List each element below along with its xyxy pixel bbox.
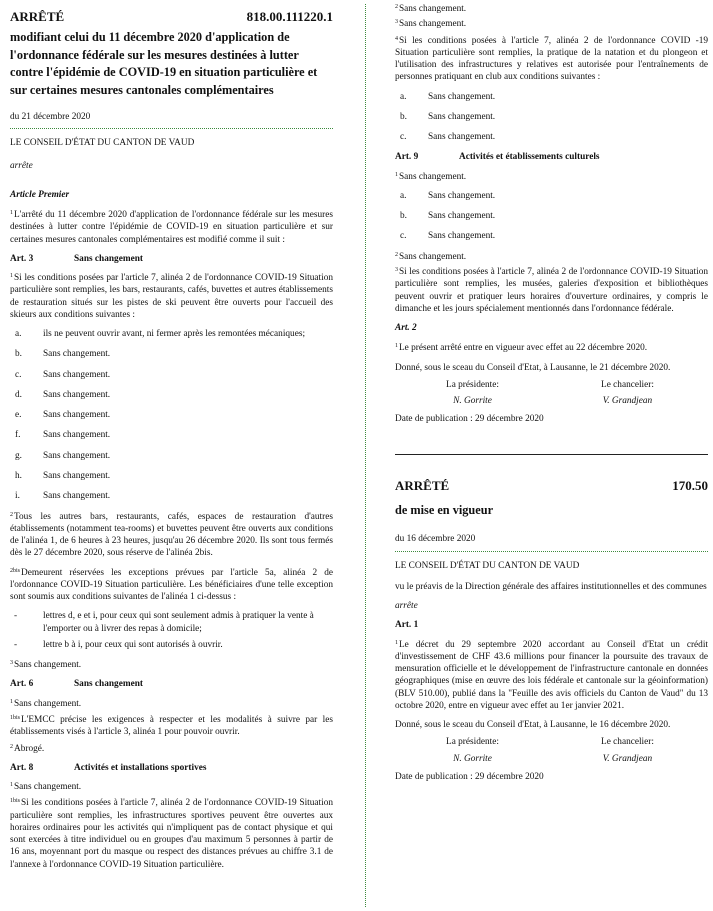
document-number: 818.00.111220.1 — [246, 9, 333, 24]
art-8-list — [395, 91, 708, 144]
art-9-paragraph-2: $^2$Sans changement. — [395, 251, 467, 262]
article-premier-heading: Article Premier — [10, 189, 70, 200]
art-8-paragraph-4: $^4$Si les conditions posées à l'article 7, alinéa 2 de l'ordonnance COVID -19 Situation particulière sont remplies, la pratique de la natation et du plongeon et l'utilisation des infrastructures y relatives est autorisée pour l'entraînements de personnes pratiquant en club aux conditions suivantes : — [395, 35, 708, 83]
arrete-label-2: arrête — [395, 601, 418, 612]
art-3-paragraph-2bis: $^{2bis}$Demeurent réservées les exceptions prévues par l'article 5a, alinéa 2 de l'ordonnance COVID-19 Situation particulière. Les bénéficiaires d'une telle exception sont soumis aux conditions suivantes de l'alinéa 1 ci-dessus : — [10, 567, 333, 603]
vu-preambule: vu le préavis de la Direction générale des affaires institutionnelles et des communes — [395, 581, 707, 592]
art-8-heading: Art. 8 Activités et installations sportives — [10, 762, 207, 773]
list-item: b. Sans changement. — [15, 349, 111, 360]
header-separator — [10, 128, 333, 129]
art-1-heading: Art. 1 — [395, 620, 419, 631]
list-item: c. Sans changement. — [400, 132, 496, 143]
art-6-paragraph-1bis: $^{1bis}$L'EMCC précise les exigences à respecter et les modalités à suivre par les établissements visés à l'article 3, alinéa 1 pour pouvoir ouvrir. — [10, 715, 333, 738]
document-title-2: de mise en vigueur — [395, 502, 494, 517]
list-item: a. ils ne peuvent ouvrir avant, ni fermer après les remontées mécaniques; — [15, 329, 306, 340]
right-column — [395, 0, 708, 911]
art-3-heading: Art. 3 Sans changement — [10, 253, 143, 264]
art-8-paragraph-1bis: $^{1bis}$Si les conditions posées à l'article 7, alinéa 2 de l'ordonnance COVID-19 Situation particulière sont remplies, les infrastructures sportives peuvent être ouvertes aux horaires ordinaires pour les activités qui n'impliquent pas de contact physique et qui sont exercées à titre individuel ou en groupes d'au maximum 5 personnes à partir de 16 ans, moyennant port du masque ou respect des distances prévues au chiffre 3.1 de l'annexe à l'ordonnance COVID-19 Situation particulière. — [10, 798, 333, 870]
list-item: - lettres d, e et i, pour ceux qui sont seulement admis à pratiquer la vente à l'emporter ou à livrer des repas à domicile; — [14, 611, 314, 634]
signatory-name-chancellor: V. Grandjean — [602, 753, 653, 764]
signatory-label-chancellor: Le chancelier: — [601, 379, 654, 390]
art-3-paragraph-2: $^2$Tous les autres bars, restaurants, cafés, espaces de restauration d'autres établissements (notamment tea-rooms) et buvettes peuvent être ouverts aux conditions de l'alinéa 1, de 6 heures à 23 heures, jusqu'au 26 décembre 2020. Ils sont tous fermés dès le 27 décembre 2020, sous réserve de l'alinéa 2bis. — [10, 511, 333, 559]
art-6-heading: Art. 6 Sans changement — [10, 679, 143, 690]
document-number-2: 170.50 — [672, 477, 708, 493]
signatory-name-chancellor: V. Grandjean — [602, 396, 653, 407]
art-6-paragraph-1: $^1$Sans changement. — [10, 698, 82, 709]
list-item: b. Sans changement. — [400, 111, 496, 122]
signatory-name-president: N. Gorrite — [453, 396, 492, 407]
list-item: d. Sans changement. — [15, 389, 111, 400]
signature-block — [395, 379, 708, 408]
list-item: f. Sans changement. — [15, 430, 111, 441]
art-8-paragraph-1: $^1$Sans changement. — [10, 782, 82, 793]
section-divider — [395, 454, 708, 455]
signatory-label-president: La présidente: — [446, 379, 499, 390]
publication-date: Date de publication : 29 décembre 2020 — [395, 414, 544, 425]
signatory-name-president: N. Gorrite — [453, 753, 492, 764]
list-item: i. Sans changement. — [15, 491, 111, 502]
art-9-paragraph-3: $^3$Si les conditions posées à l'article 7, alinéa 2 de l'ordonnance COVID-19 Situation particulière sont remplies, les musées, galeries d'exposition et bibliothèques peuvent ouvrir et pratiquer leurs horaires d'ouverture ordinaires, y compris le dimanche et les jours spécialement mentionnés dans l'ordonnance fédérale. — [395, 266, 708, 314]
art-9-paragraph-1: $^1$Sans changement. — [395, 171, 467, 182]
article-premier-text: $^1$L'arrêté du 11 décembre 2020 d'application de l'ordonnance fédérale sur les mesures destinées à lutter contre l'épidémie de COVID-19 en situation particulière et sur certaines mesures cantonales complémentaires est modifié comme il suit : — [10, 210, 333, 245]
art-9-list — [395, 190, 708, 243]
art-3-paragraph-1: $^1$Si les conditions posées par l'article 7, alinéa 2 de l'ordonnance COVID-19 Situation particulière sont remplies, les bars, restaurants, cafés, buvettes et autres établissements de restauration situés sur les pistes de ski peuvent être ouverts pour l'accueil des skieurs aux conditions suivantes : — [10, 273, 333, 320]
column-divider — [365, 4, 366, 907]
art-8-paragraph-2: $^2$Sans changement. — [395, 4, 467, 14]
signature-block-2 — [395, 736, 708, 765]
list-item: b. Sans changement. — [400, 211, 496, 222]
list-item: g. Sans changement. — [15, 450, 111, 461]
list-item: c. Sans changement. — [15, 369, 111, 380]
art-2-heading: Art. 2 — [395, 323, 417, 334]
document-type-2: ARRÊTÉ — [395, 477, 450, 493]
signature-location-date: Donné, sous le sceau du Conseil d'Etat, à Lausanne, le 21 décembre 2020. — [395, 362, 671, 373]
art-9-heading: Art. 9 Activités et établissements culturels — [395, 152, 600, 163]
issuing-authority: LE CONSEIL D'ÉTAT DU CANTON DE VAUD — [10, 138, 195, 149]
art-3-list — [10, 328, 333, 502]
list-item: a. Sans changement. — [400, 190, 496, 201]
document-type: ARRÊTÉ — [10, 9, 65, 24]
document-title: modifiant celui du 11 décembre 2020 d'application de l'ordonnance fédérale sur les mesures destinées à lutter contre l'épidémie de COVID-19 en situation particulière et sur certaines mesures cantonales complémentaires — [10, 30, 318, 97]
list-item: - lettre b à i, pour ceux qui sont autorisés à ouvrir. — [14, 639, 223, 650]
list-item: h. Sans changement. — [15, 471, 111, 482]
list-item: c. Sans changement. — [400, 231, 496, 242]
arrete-label: arrête — [10, 160, 33, 171]
issuing-authority-2: LE CONSEIL D'ÉTAT DU CANTON DE VAUD — [395, 560, 580, 571]
document-date: du 21 décembre 2020 — [10, 111, 91, 122]
art-8-paragraph-3: $^3$Sans changement. — [395, 19, 467, 30]
signature-location-date-2: Donné, sous le sceau du Conseil d'Etat, à Lausanne, le 16 décembre 2020. — [395, 720, 671, 731]
list-item: a. Sans changement. — [400, 91, 496, 102]
art-3-paragraph-3: $^3$Sans changement. — [10, 660, 82, 671]
art-2-paragraph-1: $^1$Le présent arrêté entre en vigueur avec effet au 22 décembre 2020. — [395, 343, 648, 354]
publication-date-2: Date de publication : 29 décembre 2020 — [395, 771, 544, 782]
left-column — [10, 0, 333, 911]
document-header — [10, 8, 333, 25]
header-separator-2 — [395, 551, 708, 552]
document-date-2: du 16 décembre 2020 — [395, 534, 476, 545]
art-1-paragraph-1: $^1$Le décret du 29 septembre 2020 accordant au Conseil d'Etat un crédit d'investissement de CHF 43.6 millions pour financer la poursuite des travaux de mensuration officielle et le développement de l'infrastructure cantonale en données géographiques (mise en œuvre des lois fédérale et cantonale sur la géoinformation) (BLV 510.00), publié dans la "Feuille des avis officiels du Canton de Vaud" du 13 octobre 2020, entre en vigueur avec effet au 1er janvier 2021. — [395, 639, 708, 711]
signatory-label-chancellor: Le chancelier: — [601, 737, 654, 748]
list-item: e. Sans changement. — [15, 410, 111, 421]
art-6-paragraph-2: $^2$Abrogé. — [10, 743, 45, 754]
art-3-sublist — [10, 610, 333, 651]
document-header-2 — [395, 477, 708, 494]
signatory-label-president: La présidente: — [446, 737, 499, 748]
